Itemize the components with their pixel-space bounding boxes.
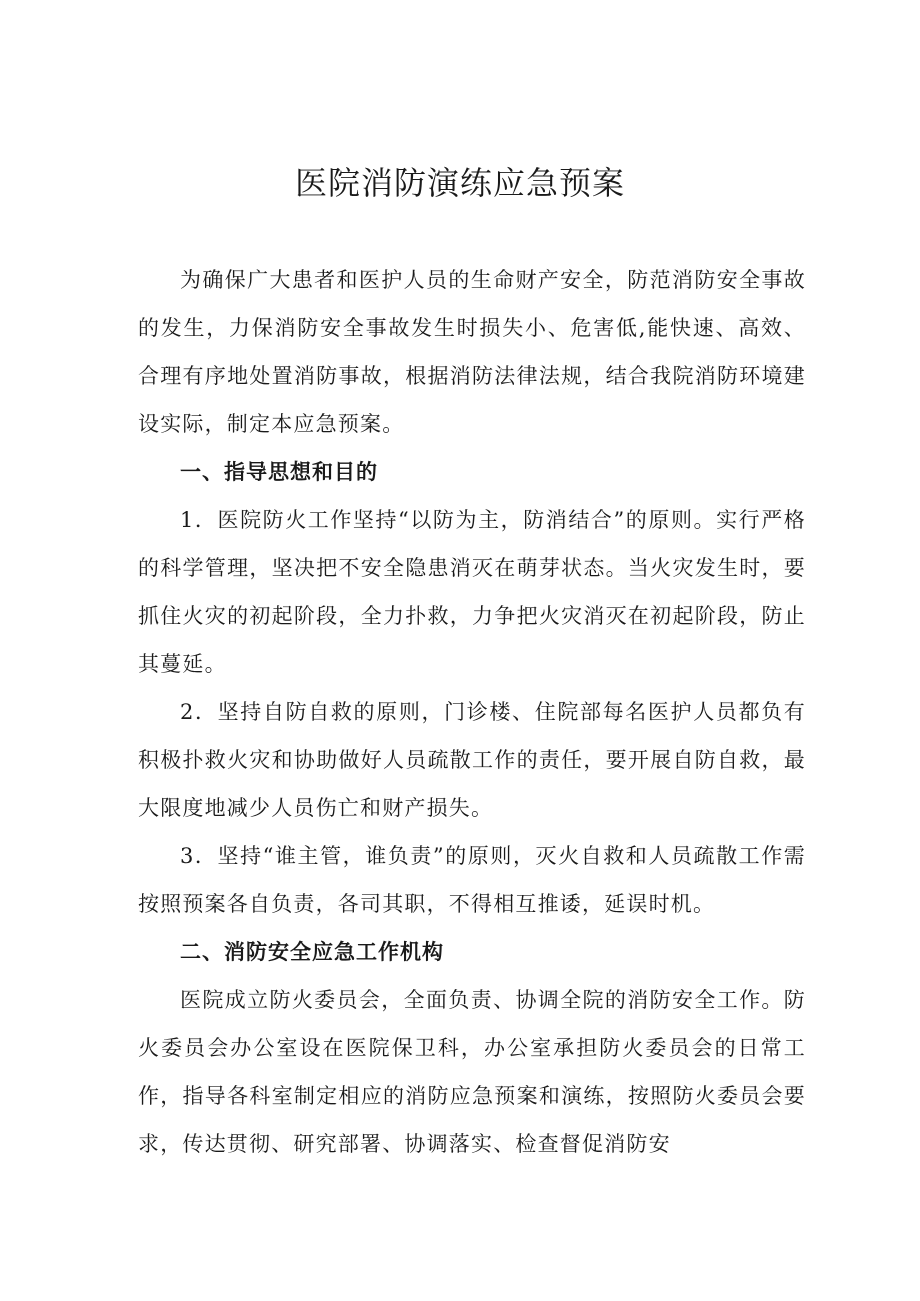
principle-item-2: 2．坚持自防自救的原则，门诊楼、住院部每名医护人员都负有积极扑救火灾和协助做好人员疏散工作的责任，要开展自防自救，最大限度地减少人员伤亡和财产损失。 <box>138 700 806 820</box>
section-heading-emergency-organization: 二、消防安全应急工作机构 <box>180 940 444 964</box>
document-body <box>138 256 806 1168</box>
principle-item-3: 3．坚持“谁主管，谁负责”的原则，灭火自救和人员疏散工作需按照预案各自负责，各司其职，不得相互推诿，延误时机。 <box>138 844 806 916</box>
principle-item-1: 1．医院防火工作坚持“以防为主，防消结合”的原则。实行严格的科学管理，坚决把不安全隐患消灭在萌芽状态。当火灾发生时，要抓住火灾的初起阶段，全力扑救，力争把火灾消灭在初起阶段，防止其蔓延。 <box>138 508 806 676</box>
intro-paragraph: 为确保广大患者和医护人员的生命财产安全，防范消防安全事故的发生，力保消防安全事故发生时损失小、危害低,能快速、高效、合理有序地处置消防事故，根据消防法律法规，结合我院消防环境建设实际，制定本应急预案。 <box>138 268 806 436</box>
organization-paragraph: 医院成立防火委员会，全面负责、协调全院的消防安全工作。防火委员会办公室设在医院保卫科，办公室承担防火委员会的日常工作，指导各科室制定相应的消防应急预案和演练，按照防火委员会要求，传达贯彻、研究部署、协调落实、检查督促消防安 <box>138 988 806 1156</box>
document-title: 医院消防演练应急预案 <box>294 164 625 202</box>
section-heading-guiding-principles: 一、指导思想和目的 <box>180 460 378 484</box>
